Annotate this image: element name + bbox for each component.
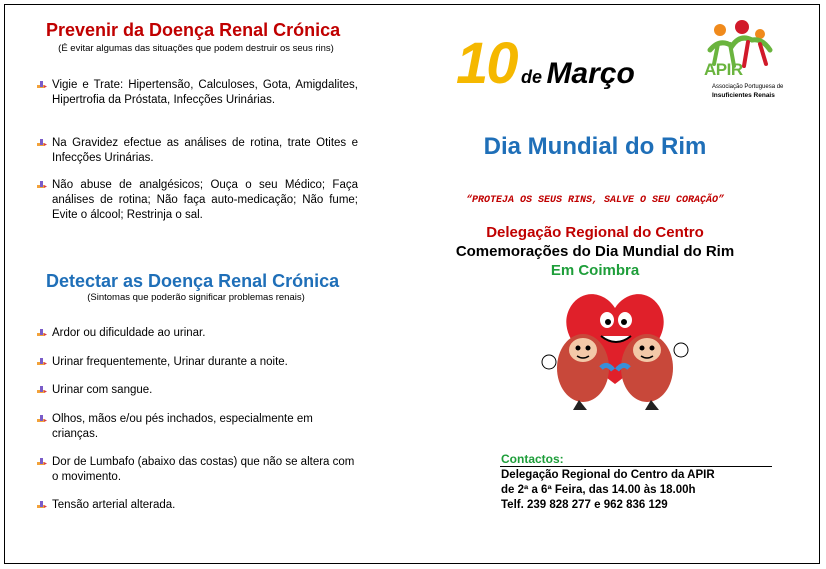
mascot-illustration — [535, 284, 695, 414]
date-de: de — [520, 67, 542, 87]
city-title: Em Coimbra — [550, 262, 640, 279]
commemorations-title: Comemorações do Dia Mundial do Rim — [455, 243, 735, 260]
prevent-title: Prevenir da Doença Renal Crónica — [46, 20, 341, 40]
prevent-item-text: Na Gravidez efectue as análises de rotina, trate Otites e Infecções Urinárias. — [52, 137, 358, 164]
detect-item-text: Ardor ou dificuldade ao urinar. — [52, 327, 206, 339]
date-month: Março — [546, 57, 635, 90]
pencil-bullet-icon — [36, 356, 48, 368]
event-date — [456, 30, 635, 97]
pencil-bullet-icon — [36, 413, 48, 425]
detect-item — [36, 383, 358, 398]
prevent-item — [36, 78, 358, 108]
contacts-line: de 2ª a 6ª Feira, das 14.00 às 18.00h — [501, 484, 696, 496]
apir-logo-name: APIR — [704, 60, 743, 79]
detect-subtitle: (Sintomas que poderão significar problemas renais) — [87, 292, 305, 303]
prevent-item-text: Vigie e Trate: Hipertensão, Calculoses, Gota, Amigdalites, Hipertrofia da Próstata, Infecções Urinárias. — [52, 79, 358, 106]
detect-item-text: Dor de Lumbafo (abaixo das costas) que não se altera com o movimento. — [52, 456, 355, 483]
pencil-bullet-icon — [36, 327, 48, 339]
pencil-bullet-icon — [36, 137, 48, 149]
prevent-item-text: Não abuse de analgésicos; Ouça o seu Médico; Faça análises de rotina; Não faça auto-medicação; Não fume; Evite o álcool; Restrinja o sal. — [52, 179, 358, 221]
prevent-item — [36, 178, 358, 223]
detect-item — [36, 498, 358, 513]
contacts-divider — [500, 466, 772, 467]
pencil-bullet-icon — [36, 499, 48, 511]
delegation-title: Delegação Regional do Centro — [486, 224, 704, 241]
prevent-subtitle: (É evitar algumas das situações que podem destruir os seus rins) — [58, 43, 334, 54]
contacts-title: Contactos: — [501, 452, 564, 466]
apir-logo-line2: Insuficientes Renais — [712, 92, 775, 99]
detect-item-text: Urinar com sangue. — [52, 384, 153, 396]
detect-item-text: Urinar frequentemente, Urinar durante a noite. — [52, 356, 288, 368]
contacts-line: Telf. 239 828 277 e 962 836 129 — [501, 499, 668, 511]
detect-item-text: Olhos, mãos e/ou pés inchados, especialmente em crianças. — [52, 413, 313, 440]
main-title: Dia Mundial do Rim — [483, 133, 707, 160]
pencil-bullet-icon — [36, 384, 48, 396]
detect-title: Detectar as Doença Renal Crónica — [46, 271, 340, 291]
detect-item — [36, 455, 358, 485]
apir-logo — [700, 20, 790, 104]
detect-item — [36, 412, 358, 442]
prevent-item — [36, 136, 358, 166]
contacts-line: Delegação Regional do Centro da APIR — [501, 469, 715, 481]
slogan: “PROTEJA OS SEUS RINS, SALVE O SEU CORAÇÃO” — [465, 195, 725, 206]
apir-logo-line1: Associação Portuguesa de — [712, 84, 784, 90]
date-day: 10 — [456, 31, 517, 96]
pencil-bullet-icon — [36, 456, 48, 468]
detect-item — [36, 355, 358, 370]
detect-item — [36, 326, 358, 341]
heart-and-kidneys-mascot-icon — [535, 284, 695, 414]
pencil-bullet-icon — [36, 179, 48, 191]
detect-item-text: Tensão arterial alterada. — [52, 499, 176, 511]
pencil-bullet-icon — [36, 79, 48, 91]
